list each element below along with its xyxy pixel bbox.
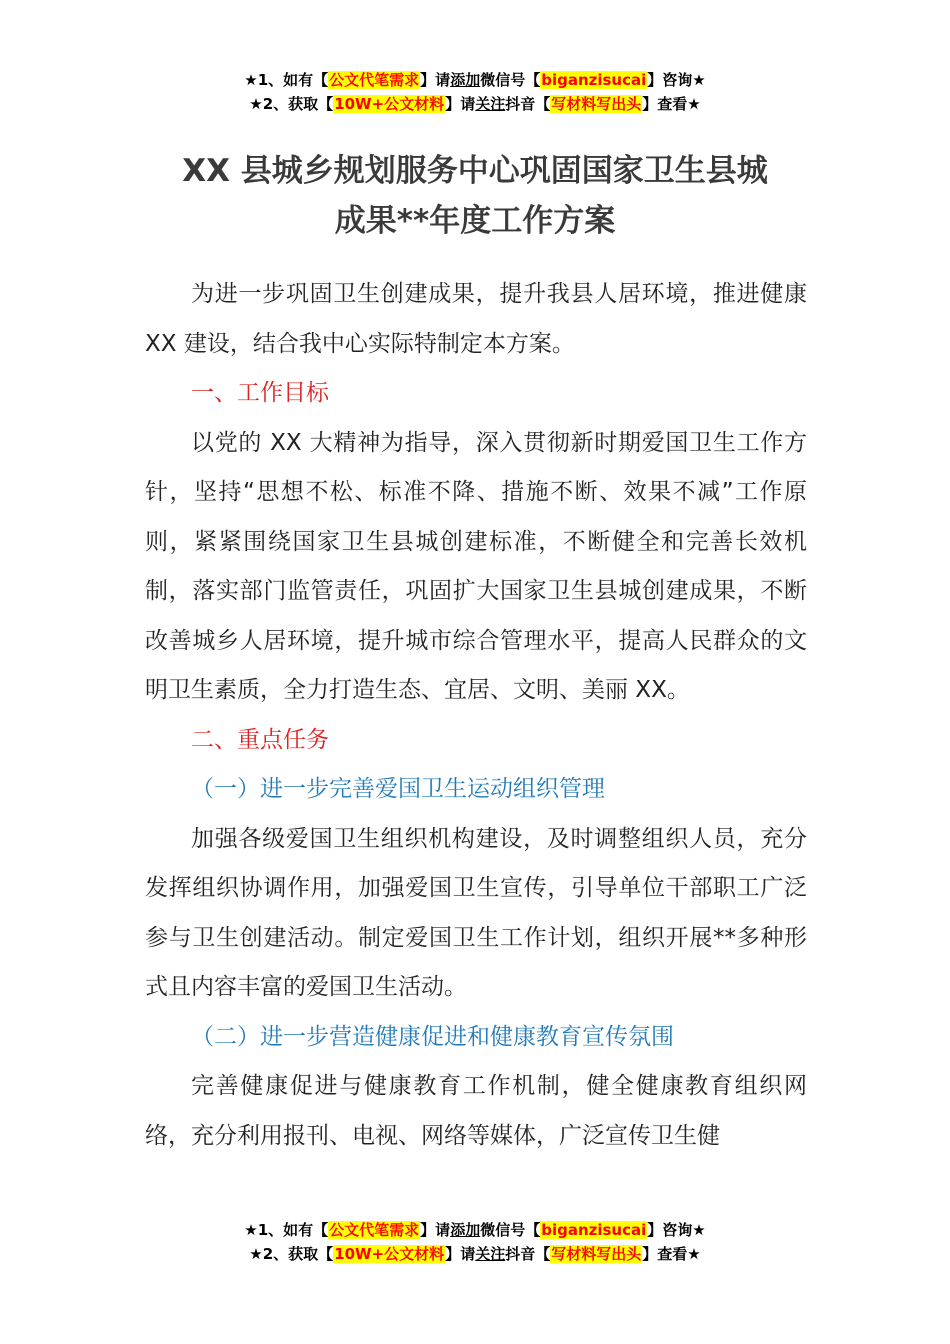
title-line-2: 成果**年度工作方案	[334, 203, 616, 239]
banner-text: 】查看★	[642, 1245, 701, 1263]
banner-line-1	[0, 68, 950, 92]
banner-underline: 添加	[450, 1221, 481, 1239]
banner-text: 微信号【	[480, 71, 541, 89]
banner-text: ★1、如有【	[244, 71, 329, 89]
banner-text: ★2、获取【	[249, 95, 334, 113]
banner-highlight-wechat: biganzisucai	[541, 71, 647, 89]
top-banner	[0, 68, 950, 116]
banner-text: 抖音【	[505, 1245, 551, 1263]
banner-text: 】查看★	[642, 95, 701, 113]
subsection-paragraph-1: 加强各级爱国卫生组织机构建设，及时调整组织人员，充分发挥组织协调作用，加强爱国卫生宣传，引导单位干部职工广泛参与卫生创建活动。制定爱国卫生工作计划，组织开展**多种形式且内容丰富的爱国卫生活动。	[145, 825, 807, 1000]
banner-text: ★2、获取【	[249, 1245, 334, 1263]
banner-underline: 添加	[450, 71, 481, 89]
banner-text: ★1、如有【	[244, 1221, 329, 1239]
banner-highlight-materials: 10W+公文材料	[334, 1245, 445, 1263]
banner-text: 抖音【	[505, 95, 551, 113]
document-body	[145, 270, 807, 1161]
banner-text: 】咨询★	[647, 1221, 706, 1239]
banner-highlight-douyin: 写材料写出头	[551, 95, 642, 113]
banner-highlight-materials: 10W+公文材料	[334, 95, 445, 113]
section-heading-tasks: 二、重点任务	[191, 726, 329, 753]
intro-paragraph: 为进一步巩固卫生创建成果，提升我县人居环境，推进健康 XX 建设，结合我中心实际特制定本方案。	[145, 281, 807, 357]
banner-text: 微信号【	[480, 1221, 541, 1239]
subsection-paragraph-2: 完善健康促进与健康教育工作机制，健全健康教育组织网络，充分利用报刊、电视、网络等媒体，广泛宣传卫生健	[145, 1073, 807, 1149]
banner-highlight-service: 公文代笔需求	[329, 71, 420, 89]
banner-underline: 关注	[475, 95, 506, 113]
subsection-heading-1: （一）进一步完善爱国卫生运动组织管理	[191, 776, 605, 802]
banner-highlight-douyin: 写材料写出头	[551, 1245, 642, 1263]
banner-highlight-service: 公文代笔需求	[329, 1221, 420, 1239]
document-title	[0, 146, 950, 246]
banner-highlight-wechat: biganzisucai	[541, 1221, 647, 1239]
bottom-banner	[0, 1218, 950, 1266]
subsection-heading-2: （二）进一步营造健康促进和健康教育宣传氛围	[191, 1023, 674, 1050]
section-heading-goals: 一、工作目标	[191, 380, 329, 406]
banner-text: 】咨询★	[647, 71, 706, 89]
banner-line-2	[0, 1242, 950, 1266]
banner-text: 】请	[445, 1245, 476, 1263]
title-line-1: XX 县城乡规划服务中心巩固国家卫生县城	[182, 153, 768, 189]
goals-paragraph: 以党的 XX 大精神为指导，深入贯彻新时期爱国卫生工作方针，坚持“思想不松、标准不降、措施不断、效果不减”工作原则，紧紧围绕国家卫生县城创建标准，不断健全和完善长效机制，落实部门监管责任，巩固扩大国家卫生县城创建成果，不断改善城乡人居环境，提升城市综合管理水平，提高人民群众的文明卫生素质，全力打造生态、宜居、文明、美丽 XX。	[145, 429, 807, 703]
banner-underline: 关注	[475, 1245, 506, 1263]
banner-line-2	[0, 92, 950, 116]
banner-text: 】请	[420, 71, 451, 89]
banner-text: 】请	[420, 1221, 451, 1239]
banner-text: 】请	[445, 95, 476, 113]
banner-line-1	[0, 1218, 950, 1242]
